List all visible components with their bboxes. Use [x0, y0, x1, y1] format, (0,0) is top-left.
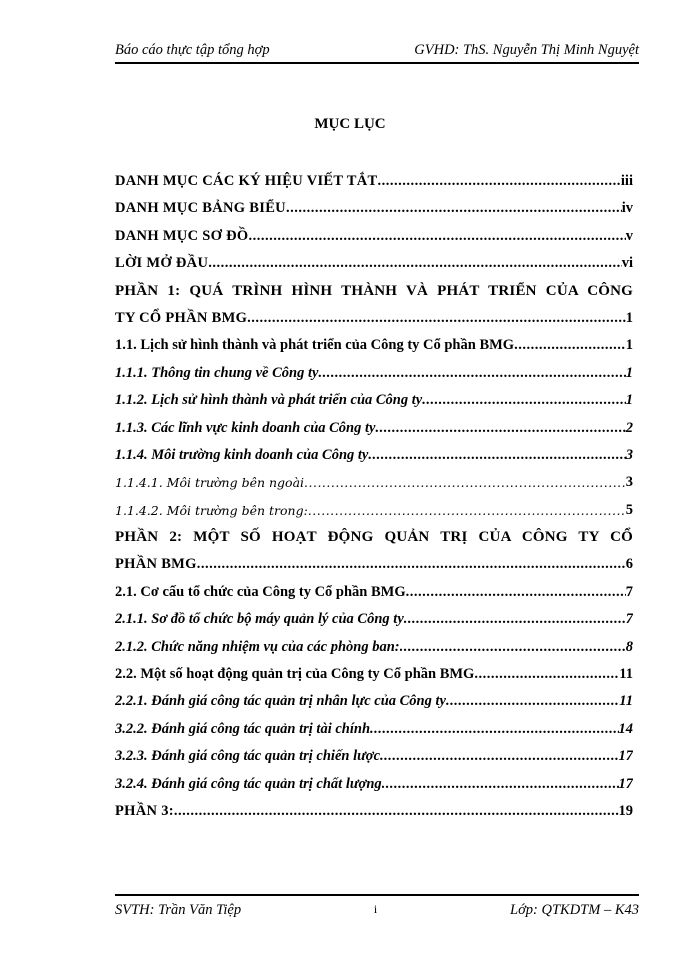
toc-page-number: 6 — [625, 556, 633, 573]
toc-entry-text: 3.2.2. Đánh giá công tác quản trị tài chính — [115, 720, 371, 737]
toc-entry[interactable] — [115, 688, 633, 715]
page-header — [115, 40, 639, 64]
toc-page-number: 3 — [625, 474, 633, 491]
toc-entry[interactable] — [115, 579, 633, 606]
dot-leader — [304, 469, 626, 496]
toc-entry-text: DANH MỤC BẢNG BIỂU — [115, 200, 286, 217]
toc-entry-text: 1.1.4.1. Môi trường bên ngoài — [115, 475, 305, 491]
dot-leader — [400, 634, 626, 661]
toc-entry-text: 1.1.2. Lịch sử hình thành và phát triển của Công ty — [115, 392, 423, 409]
toc-entry-text: 2.1.1. Sơ đồ tổ chức bộ máy quản lý của Công ty — [115, 611, 404, 628]
dot-leader — [368, 442, 625, 469]
toc-entry[interactable] — [115, 250, 633, 277]
toc-page-number: 2 — [625, 419, 633, 436]
toc-entry[interactable] — [115, 360, 633, 387]
toc-entry-text: 2.2. Một số hoạt động quản trị của Công ty Cổ phần BMG — [115, 666, 475, 683]
toc-page-number: 11 — [619, 666, 633, 683]
dot-leader — [474, 661, 619, 688]
toc-page-number: 1 — [625, 364, 633, 381]
header-right: GVHD: ThS. Nguyễn Thị Minh Nguyệt — [414, 42, 639, 58]
page-footer — [115, 894, 639, 919]
toc-page-number: 1 — [625, 337, 633, 354]
toc-page-number: 8 — [625, 638, 633, 655]
toc-entry-text: 3.2.3. Đánh giá công tác quản trị chiến lược — [115, 748, 381, 765]
dot-leader — [406, 579, 626, 606]
dot-leader — [318, 360, 625, 387]
toc-page-number: 11 — [619, 693, 633, 710]
toc-page-number: 7 — [625, 583, 633, 600]
toc-page-number: vi — [621, 255, 633, 272]
toc-entry[interactable] — [115, 223, 633, 250]
dot-leader — [378, 168, 621, 195]
toc-page-number: iii — [620, 173, 633, 189]
footer-left: SVTH: Trần Văn Tiệp — [115, 902, 242, 918]
toc-entry-text: 2.2.1. Đánh giá công tác quản trị nhân lực của Công ty — [115, 693, 446, 710]
toc-entry[interactable] — [115, 798, 633, 825]
toc-entry[interactable] — [115, 195, 633, 222]
dot-leader — [370, 716, 618, 743]
toc-entry[interactable] — [115, 634, 633, 661]
toc-entry-text: 1.1.1. Thông tin chung về Công ty — [115, 364, 319, 381]
toc-entry[interactable] — [115, 168, 633, 195]
toc-entry-text: DANH MỤC CÁC KÝ HIỆU VIẾT TẮT — [115, 173, 378, 189]
dot-leader — [382, 771, 619, 798]
toc-entry[interactable] — [115, 771, 633, 798]
toc-page-number: v — [625, 227, 633, 244]
toc-entry-text: TY CỔ PHẦN BMG — [115, 309, 248, 326]
dot-leader — [174, 798, 619, 825]
toc-page-number: 1 — [625, 309, 633, 326]
dot-leader — [308, 497, 626, 524]
toc-entry[interactable] — [115, 278, 633, 305]
toc-entry-text: PHẦN 3: — [115, 802, 174, 819]
footer-right: Lớp: QTKDTM – K43 — [510, 902, 639, 918]
toc-page-number: 19 — [618, 802, 633, 819]
toc-entry-text-line1: PHẦN 1: QUÁ TRÌNH HÌNH THÀNH VÀ PHÁT TRIỂN CỦA CÔNG — [115, 282, 633, 299]
toc-entry-text: PHẦN BMG — [115, 556, 197, 573]
toc-page-number: 1 — [625, 392, 633, 409]
toc-entry-text: 1.1.4. Môi trường kinh doanh của Công ty — [115, 446, 369, 463]
page-number: i — [373, 902, 378, 916]
toc-entry-text: DANH MỤC SƠ ĐỒ — [115, 227, 249, 244]
toc-page-number: 7 — [625, 611, 633, 628]
toc-entry-text: 1.1.4.2. Môi trường bên trong: — [115, 502, 308, 518]
toc-entry[interactable] — [115, 469, 633, 496]
toc-page-number: 14 — [618, 720, 633, 737]
dot-leader — [197, 551, 626, 578]
dot-leader — [446, 688, 619, 715]
toc-entry-text: 1.1. Lịch sử hình thành và phát triển của Công ty Cổ phần BMG — [115, 337, 515, 354]
toc-page-number: 17 — [618, 775, 633, 792]
toc-page-number: 17 — [618, 748, 633, 765]
toc-entry[interactable] — [115, 387, 633, 414]
dot-leader — [375, 415, 625, 442]
toc-entry[interactable] — [115, 524, 633, 551]
toc-entry[interactable] — [115, 497, 633, 524]
toc-entry[interactable] — [115, 716, 633, 743]
toc-entry-text: 3.2.4. Đánh giá công tác quản trị chất lượng — [115, 775, 382, 792]
toc-entry-text: 2.1. Cơ cấu tổ chức của Công ty Cổ phần BMG — [115, 583, 406, 600]
toc-page-number: 3 — [625, 446, 633, 463]
dot-leader — [286, 195, 622, 222]
dot-leader — [249, 223, 626, 250]
dot-leader — [514, 332, 626, 359]
dot-leader — [422, 387, 626, 414]
toc-entry[interactable] — [115, 743, 633, 770]
dot-leader — [380, 743, 618, 770]
dot-leader — [247, 305, 626, 332]
toc-entry[interactable] — [115, 551, 633, 578]
toc-entry-text: 1.1.3. Các lĩnh vực kinh doanh của Công ty — [115, 419, 376, 436]
toc-page-number: 5 — [625, 501, 633, 518]
toc-entry-text: LỜI MỞ ĐẦU — [115, 255, 209, 272]
dot-leader — [404, 606, 626, 633]
toc-page-number: iv — [621, 200, 633, 217]
page-title: MỤC LỤC — [314, 116, 386, 132]
toc-entry[interactable] — [115, 332, 633, 359]
header-left: Báo cáo thực tập tổng hợp — [115, 42, 270, 58]
toc-entry[interactable] — [115, 415, 633, 442]
toc-entry[interactable] — [115, 305, 633, 332]
toc-entry-text: 2.1.2. Chức năng nhiệm vụ của các phòng ban: — [115, 638, 400, 655]
toc-entry-text-line1: PHẦN 2: MỘT SỐ HOẠT ĐỘNG QUẢN TRỊ CỦA CÔNG TY CỔ — [115, 529, 633, 546]
dot-leader — [208, 250, 621, 277]
toc-entry[interactable] — [115, 606, 633, 633]
toc-entry[interactable] — [115, 442, 633, 469]
toc-entry[interactable] — [115, 661, 633, 688]
table-of-contents — [115, 168, 633, 825]
